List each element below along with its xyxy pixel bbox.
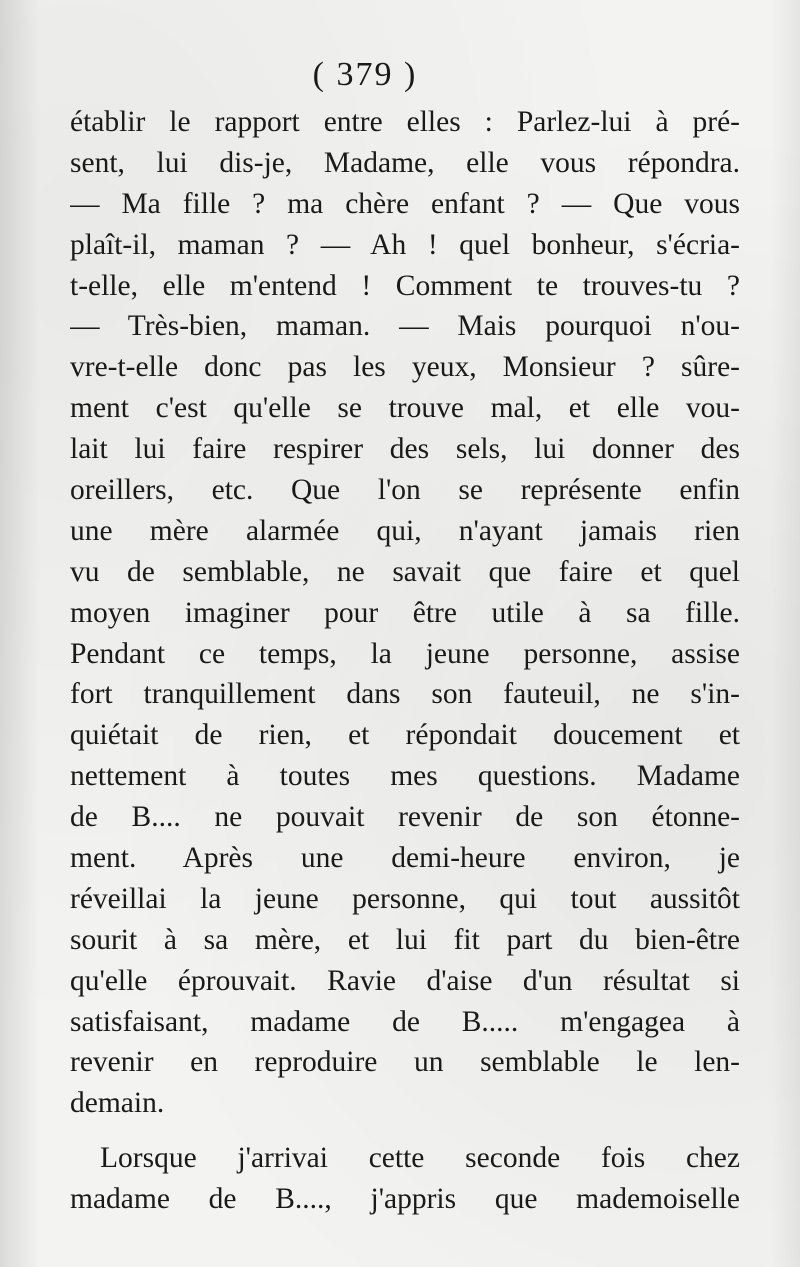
text-line: sourit à sa mère, et lui fit part du bien-être <box>70 923 740 956</box>
text-line: qu'elle éprouvait. Ravie d'aise d'un résultat si <box>70 964 740 997</box>
text-line: Lorsque j'arrivai cette seconde fois chez <box>100 1142 740 1175</box>
text-line: lait lui faire respirer des sels, lui donner des <box>70 433 740 466</box>
paragraph-gap <box>70 1124 740 1138</box>
text-line: de B.... ne pouvait revenir de son étonne- <box>70 801 740 834</box>
text-line: Pendant ce temps, la jeune personne, assise <box>70 637 740 670</box>
text-line: revenir en reproduire un semblable le len- <box>70 1046 740 1079</box>
text-line: vre-t-elle donc pas les yeux, Monsieur ? sûre- <box>70 351 740 384</box>
text-line: établir le rapport entre elles : Parlez-lui à pré- <box>70 106 740 138</box>
text-line: moyen imaginer pour être utile à sa fille. <box>70 596 740 629</box>
text-line: une mère alarmée qui, n'ayant jamais rien <box>70 514 740 547</box>
text-line: quiétait de rien, et répondait doucement et <box>70 719 740 752</box>
text-line: réveillai la jeune personne, qui tout aussitôt <box>70 882 740 915</box>
text-line: madame de B...., j'appris que mademoiselle <box>70 1183 740 1216</box>
text-line: nettement à toutes mes questions. Madame <box>70 760 740 793</box>
body-text <box>70 102 740 1220</box>
page-edge-shadow <box>770 0 800 1267</box>
text-line: — Très-bien, maman. — Mais pourquoi n'ou- <box>70 310 740 343</box>
text-line: fort tranquillement dans son fauteuil, ne s'in- <box>70 678 740 711</box>
text-line: oreillers, etc. Que l'on se représente enfin <box>70 474 740 507</box>
gutter-shadow <box>0 0 40 1267</box>
text-line: ment. Après une demi-heure environ, je <box>70 842 740 875</box>
text-line: — Ma fille ? ma chère enfant ? — Que vous <box>70 187 740 220</box>
text-line: demain. <box>70 1087 165 1120</box>
text-line: t-elle, elle m'entend ! Comment te trouves-tu ? <box>70 269 740 302</box>
text-line: ment c'est qu'elle se trouve mal, et elle vou- <box>70 392 740 425</box>
page-number: ( 379 ) <box>312 56 418 93</box>
text-line: vu de semblable, ne savait que faire et quel <box>70 555 740 588</box>
paragraph <box>70 1138 740 1220</box>
text-line: plaît-il, maman ? — Ah ! quel bonheur, s'écria- <box>70 228 740 261</box>
text-line: satisfaisant, madame de B..... m'engagea à <box>70 1005 740 1038</box>
text-line: sent, lui dis-je, Madame, elle vous répondra. <box>70 146 740 179</box>
paragraph-continued <box>70 102 740 1124</box>
